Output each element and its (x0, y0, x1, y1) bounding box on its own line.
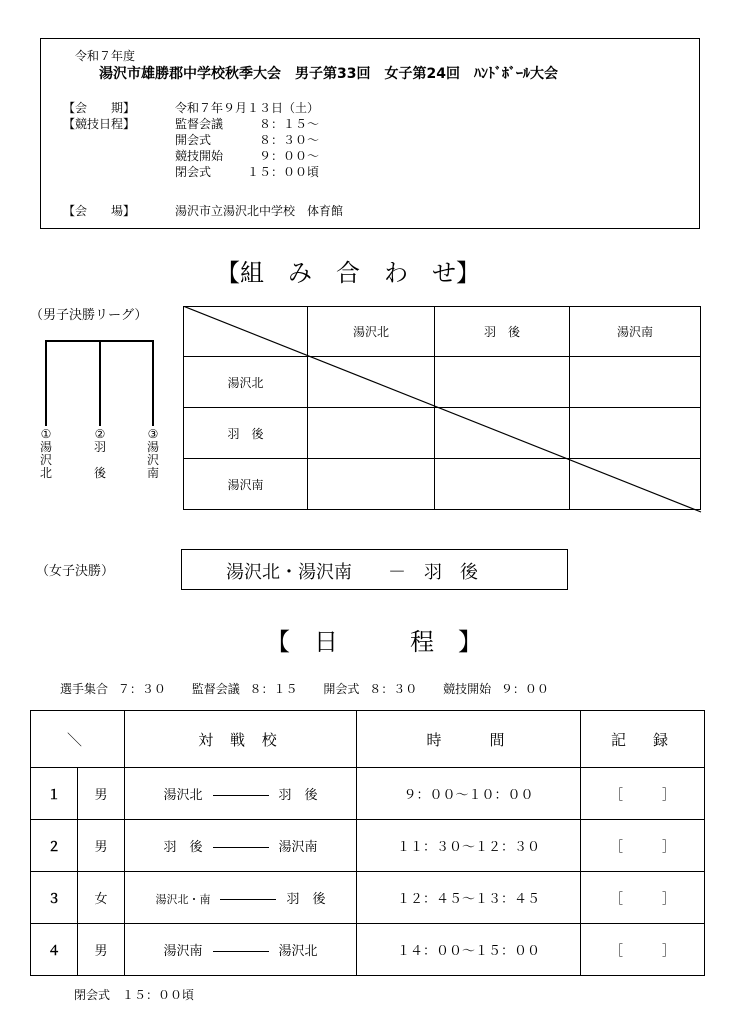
schedule-label: 【競技日程】 (63, 117, 136, 131)
schedule-item (175, 148, 319, 164)
match-time: ９：００～１０：００ (357, 768, 581, 820)
schedule-record-header: 記 録 (581, 711, 705, 768)
vs-line (213, 951, 269, 952)
venue-value: 湯沢市立湯沢北中学校 体育館 (175, 204, 344, 218)
bracket-team-2 (93, 428, 107, 480)
match-gender: 男 (78, 768, 125, 820)
closing-ceremony-note: 閉会式 １５：００頃 (74, 988, 195, 1002)
schedule-item-name: 監督会議 (175, 117, 224, 131)
bracket-team-1 (39, 428, 53, 480)
bracket-line-2 (99, 340, 101, 426)
bracket-team-3 (146, 428, 160, 480)
schedule-item-time: ８：１５～ (259, 117, 320, 131)
team-2: 羽 後 (278, 788, 318, 803)
match-time: １４：００～１５：００ (357, 924, 581, 976)
team-1: 羽 後 (163, 840, 203, 855)
schedule-info-time: ９：００ (500, 682, 549, 696)
team-2: 羽 後 (286, 892, 326, 907)
schedule-item (175, 132, 319, 148)
match-record: ［ ］ (581, 820, 705, 872)
year-line: 令和７年度 (75, 49, 136, 63)
schedule-table (30, 710, 705, 976)
bracket-char: 南 (146, 466, 159, 480)
schedule-item-time: ８：３０～ (259, 133, 320, 147)
bracket-num: ③ (147, 427, 159, 441)
vs-line (220, 899, 276, 900)
bracket-line-1 (45, 340, 47, 426)
league-row-header: 湯沢南 (184, 459, 308, 510)
schedule-corner-header: ＼ (31, 711, 125, 768)
schedule-item-name: 閉会式 (175, 165, 212, 179)
vs-line (213, 795, 269, 796)
period-label: 【会 期】 (63, 101, 136, 115)
schedule-info-label: 開会式 (323, 682, 360, 696)
girls-final-match: 湯沢北・湯沢南 － 羽 後 (226, 562, 478, 583)
match-time: １１：３０～１２：３０ (357, 820, 581, 872)
matchups-title: 【組 み 合 わ せ】 (216, 259, 480, 287)
schedule-info-time: ８：３０ (369, 682, 418, 696)
tournament-info-box (40, 38, 700, 229)
boys-league-label: （男子決勝リーグ） (30, 308, 148, 323)
bracket-char: 羽 (93, 440, 106, 454)
table-row (31, 820, 705, 872)
bracket-line-3 (152, 340, 154, 426)
schedule-item-time: ９：００～ (259, 149, 320, 163)
schedule-match-header: 対 戦 校 (125, 711, 357, 768)
league-diagonal-line (183, 306, 703, 516)
team-2: 湯沢南 (278, 840, 318, 855)
schedule-info-label: 競技開始 (443, 682, 492, 696)
schedule-time-header: 時 間 (357, 711, 581, 768)
match-record: ［ ］ (581, 872, 705, 924)
schedule-info-label: 監督会議 (191, 682, 240, 696)
girls-final-box (181, 549, 568, 590)
match-teams (125, 820, 357, 872)
schedule-info-label: 選手集合 (60, 682, 109, 696)
team-1: 湯沢北・南 (155, 893, 211, 906)
schedule-info-time: ８：１５ (249, 682, 298, 696)
match-number: １ (31, 768, 78, 820)
team-1: 湯沢南 (163, 944, 203, 959)
bracket-char: 後 (93, 466, 106, 480)
match-gender: 男 (78, 924, 125, 976)
period-value: 令和７年９月１３日（土） (175, 101, 320, 115)
bracket-char: 北 (39, 466, 52, 480)
tournament-title: 湯沢市雄勝郡中学校秋季大会 男子第33回 女子第24回 ﾊﾝﾄﾞﾎﾞｰﾙ大会 (99, 66, 558, 82)
bracket-num: ② (94, 427, 106, 441)
schedule-title: 【 日 程 】 (266, 628, 482, 656)
table-row (31, 924, 705, 976)
match-time: １２：４５～１３：４５ (357, 872, 581, 924)
match-gender: 男 (78, 820, 125, 872)
match-record: ［ ］ (581, 924, 705, 976)
schedule-item-name: 競技開始 (175, 149, 224, 163)
team-2: 湯沢北 (278, 944, 318, 959)
match-record: ［ ］ (581, 768, 705, 820)
table-row (31, 768, 705, 820)
schedule-item-time: １５：００頃 (247, 165, 320, 179)
venue-label: 【会 場】 (63, 204, 136, 218)
match-number: ２ (31, 820, 78, 872)
schedule-item (175, 164, 319, 180)
bracket-char: 沢 (39, 453, 52, 467)
match-number: ３ (31, 872, 78, 924)
match-teams (125, 768, 357, 820)
bracket-char: 沢 (146, 453, 159, 467)
bracket-num: ① (40, 427, 52, 441)
table-row (31, 872, 705, 924)
match-gender: 女 (78, 872, 125, 924)
schedule-item-name: 開会式 (175, 133, 212, 147)
bracket-char: 湯 (39, 440, 52, 454)
league-row-header: 羽 後 (184, 408, 308, 459)
league-col-header: 羽 後 (435, 307, 570, 357)
bracket-char: 湯 (146, 440, 159, 454)
league-col-header: 湯沢南 (570, 307, 701, 357)
team-1: 湯沢北 (163, 788, 203, 803)
schedule-info-time: ７：３０ (117, 682, 166, 696)
match-number: ４ (31, 924, 78, 976)
match-teams (125, 924, 357, 976)
schedule-info-line (60, 680, 549, 697)
vs-line (213, 847, 269, 848)
league-row-header: 湯沢北 (184, 357, 308, 408)
match-teams (125, 872, 357, 924)
schedule-item (175, 116, 319, 132)
girls-final-label: （女子決勝） (36, 564, 115, 579)
league-col-header: 湯沢北 (308, 307, 435, 357)
